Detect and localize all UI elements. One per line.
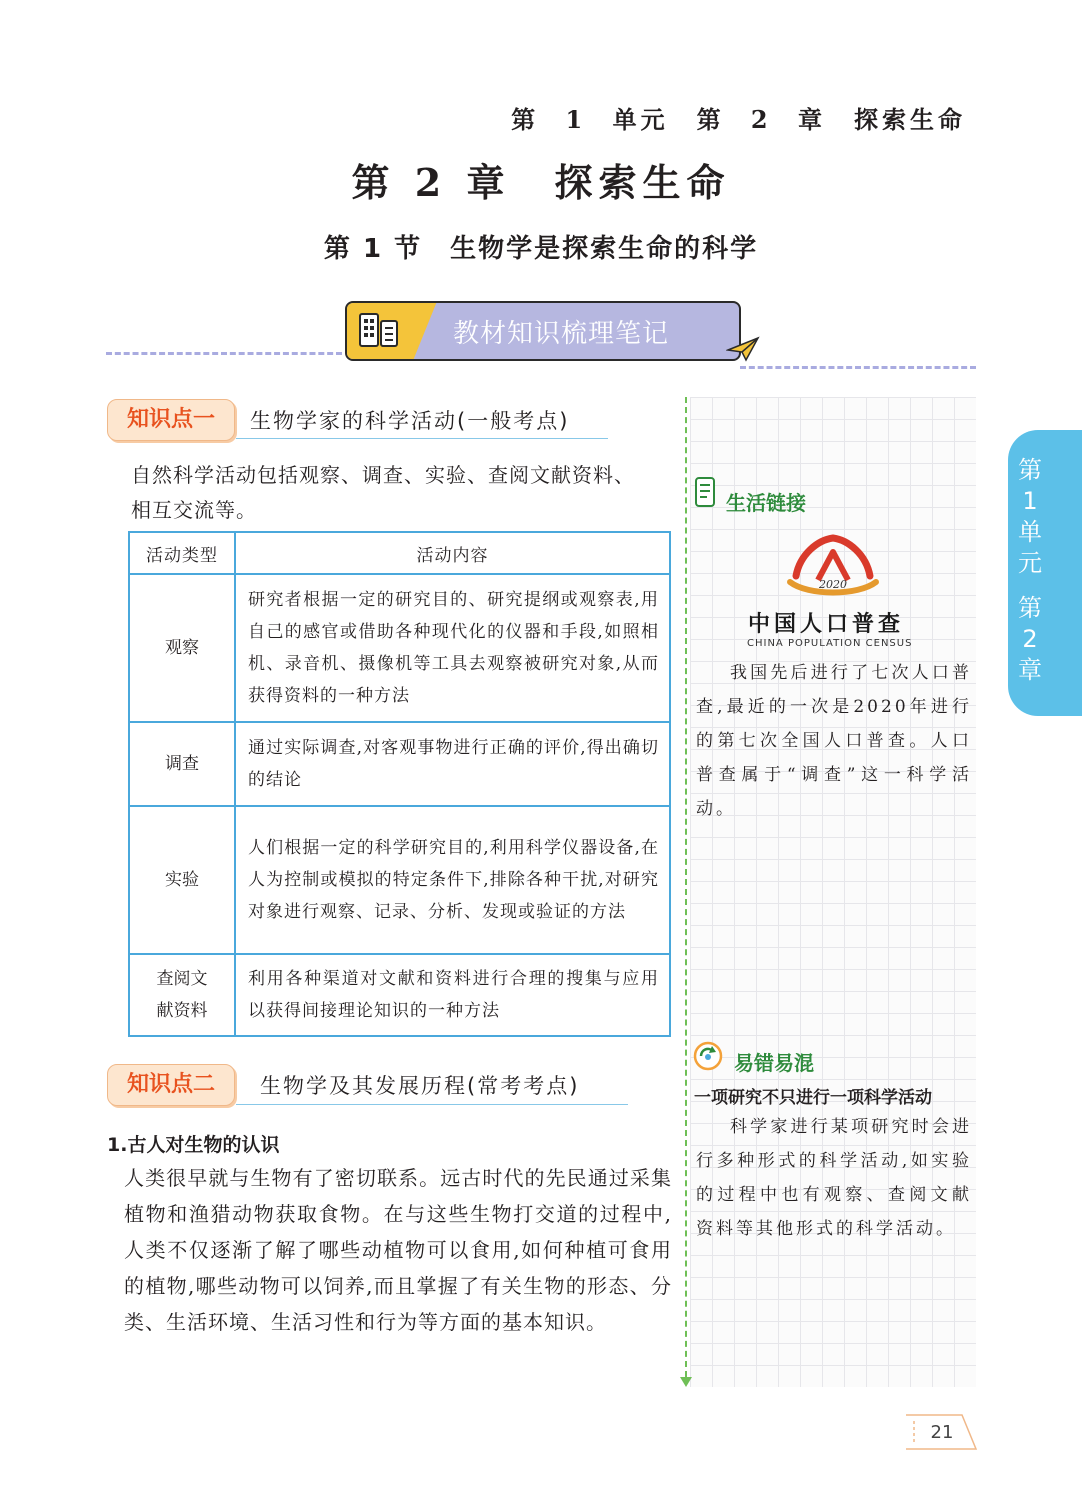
table-row: [129, 722, 670, 806]
kp1-intro-line1: 自然科学活动包括观察、调查、实验、查阅文献资料、: [131, 463, 635, 487]
confusion-text: 科学家进行某项研究时会进行多种形式的科学活动,如实验的过程中也有观察、查阅文献资料等其他形式的科学活动。: [696, 1117, 972, 1239]
table-cell-type: 观察: [129, 574, 235, 722]
table-cell-type-line1: 查阅文: [156, 969, 208, 989]
tab-char: 单: [1018, 518, 1042, 546]
sidebar-divider: [685, 397, 687, 1377]
tab-char: 1: [1022, 487, 1038, 515]
table-row: [129, 806, 670, 954]
table-cell-content: 利用各种渠道对文献和资料进行合理的搜集与应用以获得间接理论知识的一种方法: [235, 954, 670, 1036]
kp1-title: 生物学家的科学活动(一般考点): [250, 409, 570, 433]
tab-char: 2: [1022, 625, 1038, 653]
page-number: 21: [930, 1422, 954, 1443]
table-row: [129, 954, 670, 1036]
chapter-title: 第 2 章 探索生命: [351, 160, 731, 205]
tab-char: 章: [1018, 656, 1042, 684]
banner-icon-box: [347, 303, 409, 359]
table-cell-content: 人们根据一定的科学研究目的,利用科学仪器设备,在人为控制或模拟的特定条件下,排除各种干扰,对研究对象进行观察、记录、分析、发现或验证的方法: [235, 806, 670, 954]
kp2-subheading: 1.古人对生物的认识: [107, 1134, 280, 1156]
divider-arrow-icon: [679, 1376, 693, 1388]
banner-dash-right: [740, 366, 976, 369]
kp2-paragraph: 人类很早就与生物有了密切联系。远古时代的先民通过采集植物和渔猎动物获取食物。在与这些生物打交道的过程中,人类不仅逐渐了解了哪些动植物可以食用,如何种植可食用的植物,哪些动物可以饲养,而且掌握了有关生物的形态、分类、生活环境、生活习性和行为等方面的基本知识。: [124, 1166, 672, 1334]
notebook-icon: [357, 311, 405, 351]
notes-banner: [345, 301, 741, 361]
paper-plane-icon: [726, 336, 760, 362]
table-cell-type: 实验: [129, 806, 235, 954]
banner-label: 教材知识梳理笔记: [453, 319, 670, 349]
unit-side-tab-label: [1010, 455, 1050, 686]
table-cell-content: 研究者根据一定的研究目的、研究提纲或观察表,用自己的感官或借助各种现代化的仪器和手段,如照相机、录音机、摄像机等工具去观察被研究对象,从而获得资料的一种方法: [235, 574, 670, 722]
kp2-underline: [236, 1104, 628, 1105]
document-icon: [694, 474, 720, 510]
table-cell-type: 调查: [129, 722, 235, 806]
confusion-subtitle: 一项研究不只进行一项科学活动: [694, 1088, 932, 1108]
banner-dash-left: [106, 352, 342, 355]
census-logo: [778, 530, 888, 602]
census-logo-year: 2020: [819, 578, 847, 591]
life-link-text: 我国先后进行了七次人口普查,最近的一次是2020年进行的第七次全国人口普查。人口普查属于“调查”这一科学活动。: [696, 663, 972, 819]
life-link-title: 生活链接: [726, 491, 806, 515]
table-cell-type: [129, 954, 235, 1036]
table-header-content: 活动内容: [235, 532, 670, 574]
refresh-icon: [692, 1040, 724, 1072]
tab-char: 第: [1018, 456, 1042, 484]
table-cell-content: 通过实际调查,对客观事物进行正确的评价,得出确切的结论: [235, 722, 670, 806]
kp2-title: 生物学及其发展历程(常考考点): [260, 1074, 580, 1098]
section-title: 第 1 节 生物学是探索生命的科学: [323, 234, 759, 264]
activity-table: [128, 531, 671, 1037]
table-cell-type-line2: 献资料: [156, 1001, 208, 1021]
tab-char: 第: [1018, 594, 1042, 622]
kp1-tag: 知识点一: [107, 399, 235, 441]
table-row: [129, 574, 670, 722]
confusion-title: 易错易混: [734, 1051, 814, 1075]
running-header: 第 1 单元 第 2 章 探索生命: [511, 105, 966, 134]
kp1-underline: [236, 438, 608, 439]
table-header-type: 活动类型: [129, 532, 235, 574]
tab-char: 元: [1018, 549, 1042, 577]
census-logo-cn: 中国人口普查: [748, 611, 905, 637]
census-logo-en: CHINA POPULATION CENSUS: [747, 638, 913, 649]
kp1-intro-line2: 相互交流等。: [131, 498, 257, 522]
table-header-row: [129, 532, 670, 574]
kp2-tag: 知识点二: [107, 1064, 235, 1106]
